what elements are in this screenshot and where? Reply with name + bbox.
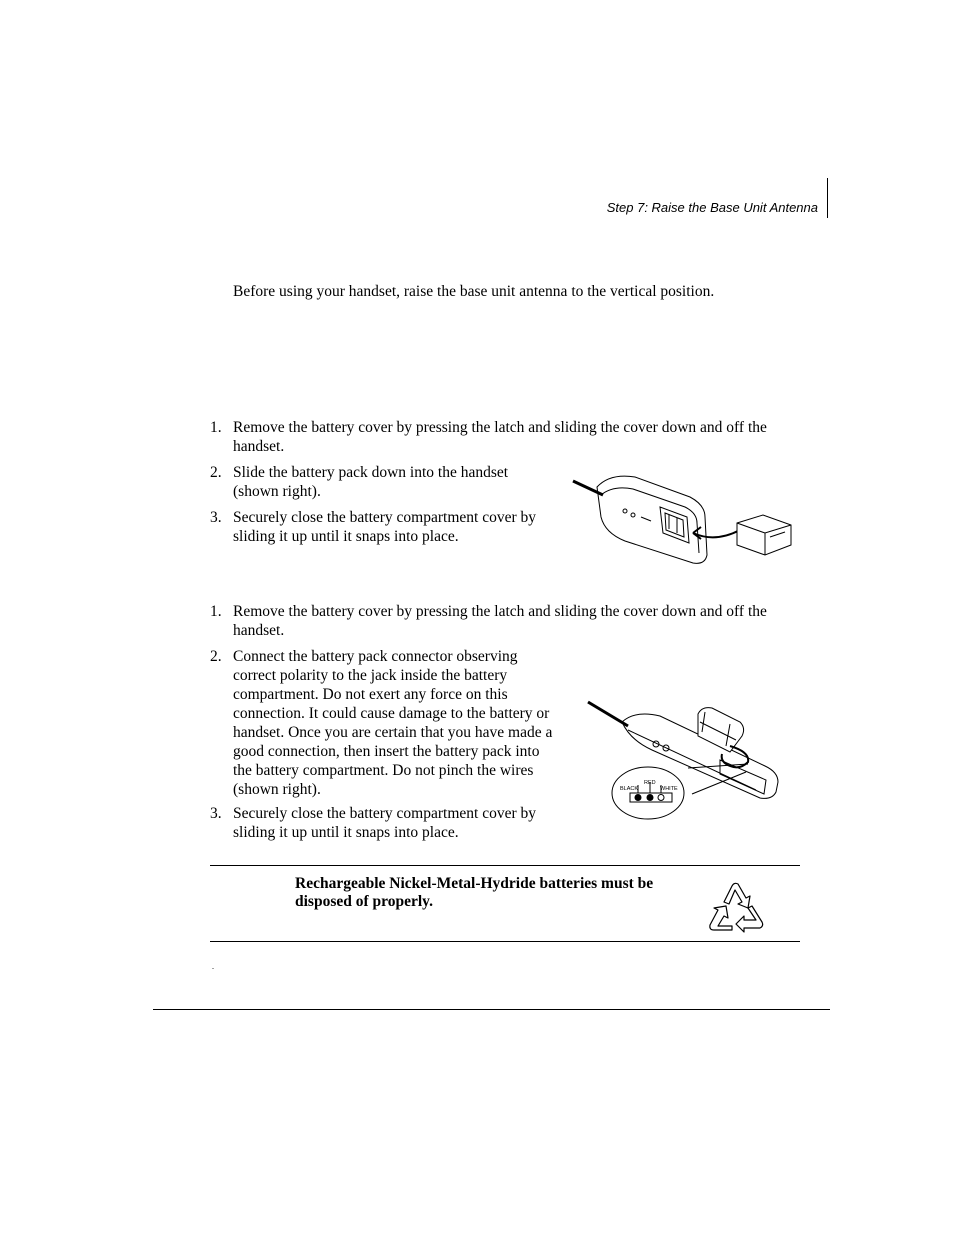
recycle-icon [702,878,766,940]
step-text: Securely close the battery compartment cover by sliding it up until it snaps into place. [233,509,536,545]
step-number: 3. [210,509,222,526]
step-number: 3. [210,805,222,822]
step-number: 2. [210,464,222,481]
note-bottom-rule [210,941,800,942]
connector-label-red: RED [644,780,656,786]
intro-paragraph: Before using your handset, raise the base unit antenna to the vertical position. [233,283,715,300]
step-text: Remove the battery cover by pressing the latch and sliding the cover down and off the handset. [233,419,767,455]
note-top-rule [210,865,800,866]
step-number: 2. [210,648,222,665]
step-number: 1. [210,603,222,620]
step-number: 1. [210,419,222,436]
step-text: Slide the battery pack down into the handset (shown right). [233,464,509,500]
recycling-note: Rechargeable Nickel-Metal-Hydride batteries must be disposed of properly. [295,875,654,910]
footer-rule [153,1009,830,1010]
running-header: Step 7: Raise the Base Unit Antenna [606,200,818,215]
header-vertical-rule [827,178,828,218]
connector-label-white: WHITE [660,786,678,792]
step-text: Remove the battery cover by pressing the latch and sliding the cover down and off the handset. [233,603,767,639]
handset-battery-insert-illustration [565,465,800,575]
handset-battery-connector-illustration [580,700,785,825]
footer-dot: . [212,962,214,971]
step-text: Securely close the battery compartment cover by sliding it up until it snaps into place. [233,805,536,841]
step-text: Connect the battery pack connector observing correct polarity to the jack inside the battery compartment. Do not exert any force on this connection. It could cause damage to the battery or handset. Once you are certain that you have made a good connection, then insert the battery pack into the battery compartment. Do not pinch the wires (shown right). [233,648,553,798]
connector-label-black: BLACK [620,786,639,792]
